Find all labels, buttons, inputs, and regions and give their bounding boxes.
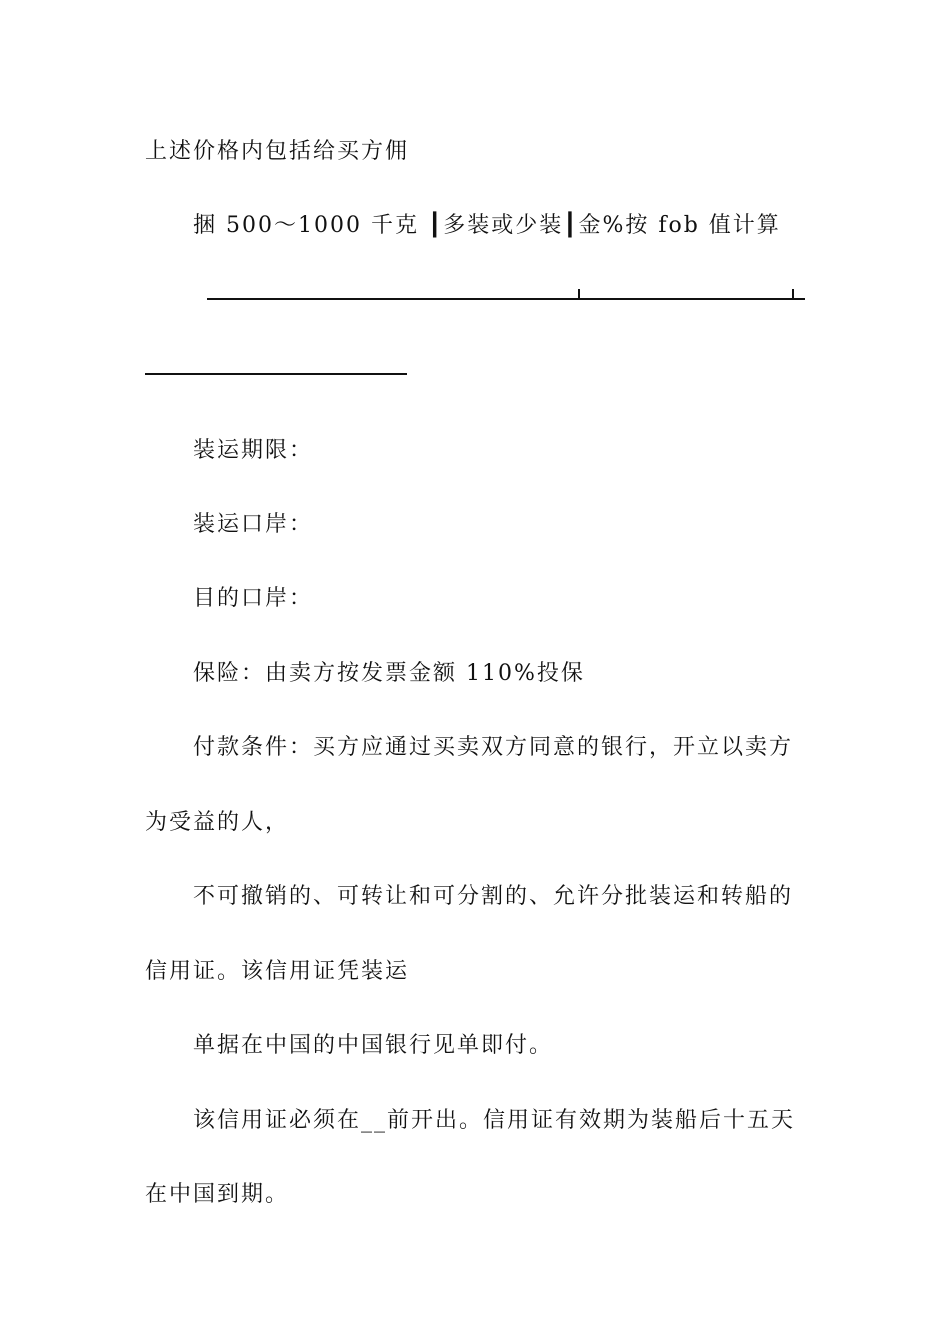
payment-terms-continuation: 为受益的人， xyxy=(145,810,290,835)
port-of-loading-line: 装运口岸： xyxy=(193,512,314,537)
letter-of-credit-continuation: 信用证。该信用证凭装运 xyxy=(145,959,410,984)
table-rule-bottom xyxy=(145,373,407,375)
commission-line: 上述价格内包括给买方佣 xyxy=(145,139,410,164)
quantity-tolerance-line: 捆 500～1000 千克 ┃多装或少装┃金%按 fob 值计算 xyxy=(193,213,781,238)
table-rule-top xyxy=(207,298,805,300)
documents-payment-line: 单据在中国的中国银行见单即付。 xyxy=(193,1033,554,1058)
insurance-line: 保险：由卖方按发票金额 110%投保 xyxy=(193,661,585,686)
payment-terms-line: 付款条件：买方应通过买卖双方同意的银行，开立以卖方 xyxy=(193,735,794,760)
table-rule-divider xyxy=(578,289,580,299)
letter-of-credit-line: 不可撤销的、可转让和可分割的、允许分批装运和转船的 xyxy=(193,884,794,909)
shipment-period-line: 装运期限： xyxy=(193,438,314,463)
credit-expiry-line: 在中国到期。 xyxy=(145,1182,290,1207)
port-of-destination-line: 目的口岸： xyxy=(193,586,314,611)
credit-validity-line: 该信用证必须在__前开出。信用证有效期为装船后十五天 xyxy=(193,1108,796,1133)
table-rule-divider xyxy=(792,289,794,299)
